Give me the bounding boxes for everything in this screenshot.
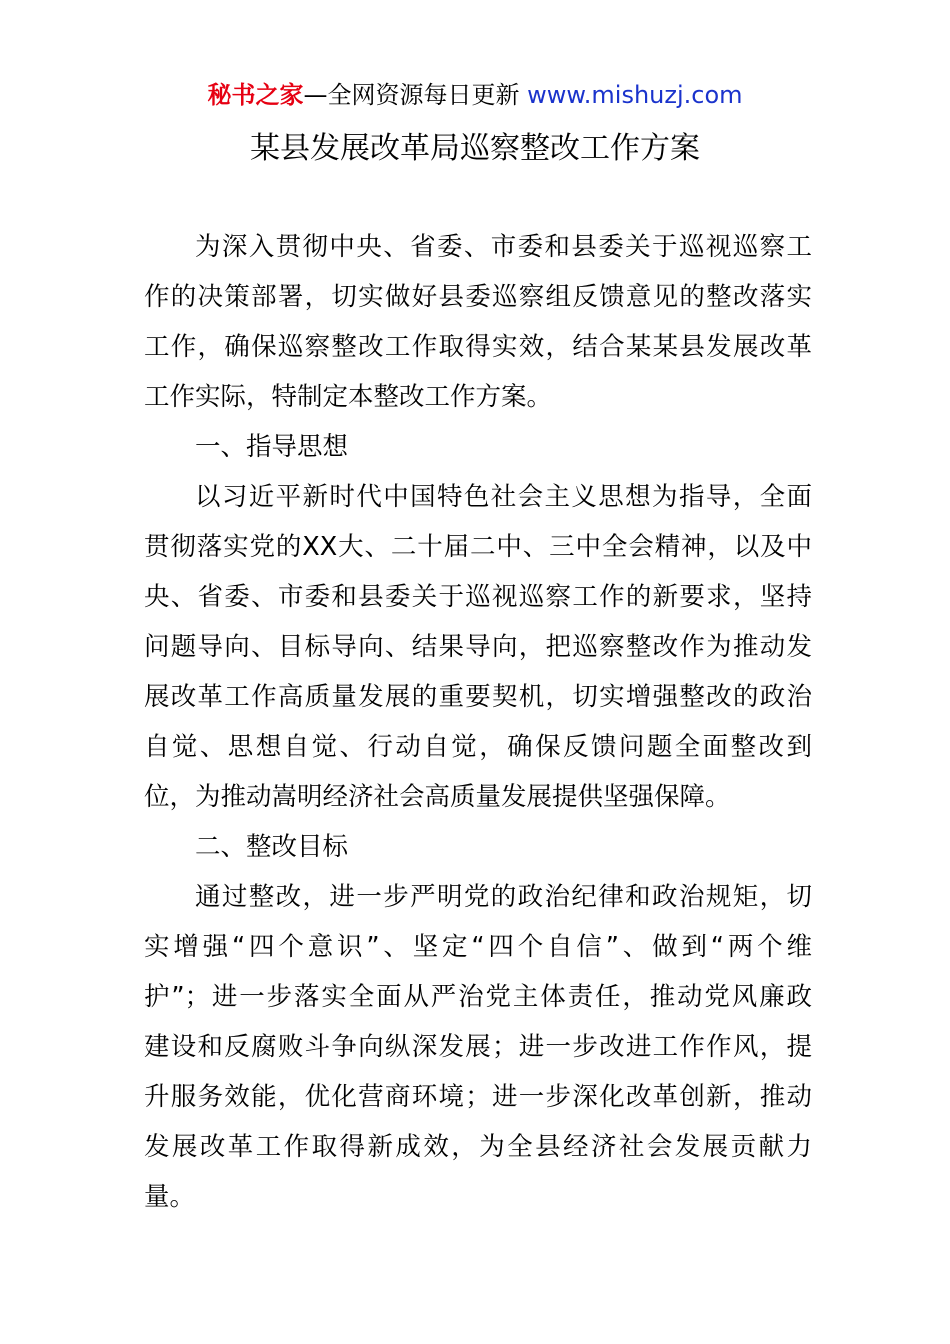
body-line: 量。: [144, 1182, 196, 1212]
header-tagline: —全网资源每日更新: [303, 81, 528, 109]
body-line: 问题导向、目标导向、结果导向，把巡察整改作为推动发: [144, 632, 812, 662]
body-line: 工作，确保巡察整改工作取得实效，结合某某县发展改革: [144, 332, 812, 362]
body-line: 贯彻落实党的XX大、二十届二中、三中全会精神，以及中: [144, 532, 812, 562]
body-line: 作的决策部署，切实做好县委巡察组反馈意见的整改落实: [144, 282, 812, 312]
body-line: 展改革工作高质量发展的重要契机，切实增强整改的政治: [144, 682, 812, 712]
body-line: 为深入贯彻中央、省委、市委和县委关于巡视巡察工: [195, 232, 812, 262]
body-line: 自觉、思想自觉、行动自觉，确保反馈问题全面整改到: [144, 732, 812, 762]
body-line: 央、省委、市委和县委关于巡视巡察工作的新要求，坚持: [144, 582, 812, 612]
body-line: 以习近平新时代中国特色社会主义思想为指导，全面: [195, 482, 812, 512]
body-line: 建设和反腐败斗争向纵深发展；进一步改进工作作风，提: [144, 1032, 812, 1062]
body-line: 实增强“四个意识”、坚定“四个自信”、做到“两个维: [144, 932, 812, 962]
body-line: 工作实际，特制定本整改工作方案。: [144, 382, 553, 412]
body-line: 发展改革工作取得新成效，为全县经济社会发展贡献力: [144, 1132, 812, 1162]
site-header: [0, 78, 950, 112]
body-line: 通过整改，进一步严明党的政治纪律和政治规矩，切: [195, 882, 812, 912]
body-line: 护”；进一步落实全面从严治党主体责任，推动党风廉政: [144, 982, 812, 1012]
site-url: www.mishuzj.com: [527, 81, 743, 109]
section-heading-rectification-goals: 二、整改目标: [195, 832, 349, 862]
brand-name: 秘书之家: [207, 81, 304, 109]
section-heading-guiding-thought: 一、指导思想: [195, 432, 349, 462]
document-body: [144, 222, 812, 1222]
body-line: 位，为推动嵩明经济社会高质量发展提供坚强保障。: [144, 782, 731, 812]
body-line: 升服务效能，优化营商环境；进一步深化改革创新，推动: [144, 1082, 812, 1112]
document-title: 某县发展改革局巡察整改工作方案: [250, 131, 700, 166]
